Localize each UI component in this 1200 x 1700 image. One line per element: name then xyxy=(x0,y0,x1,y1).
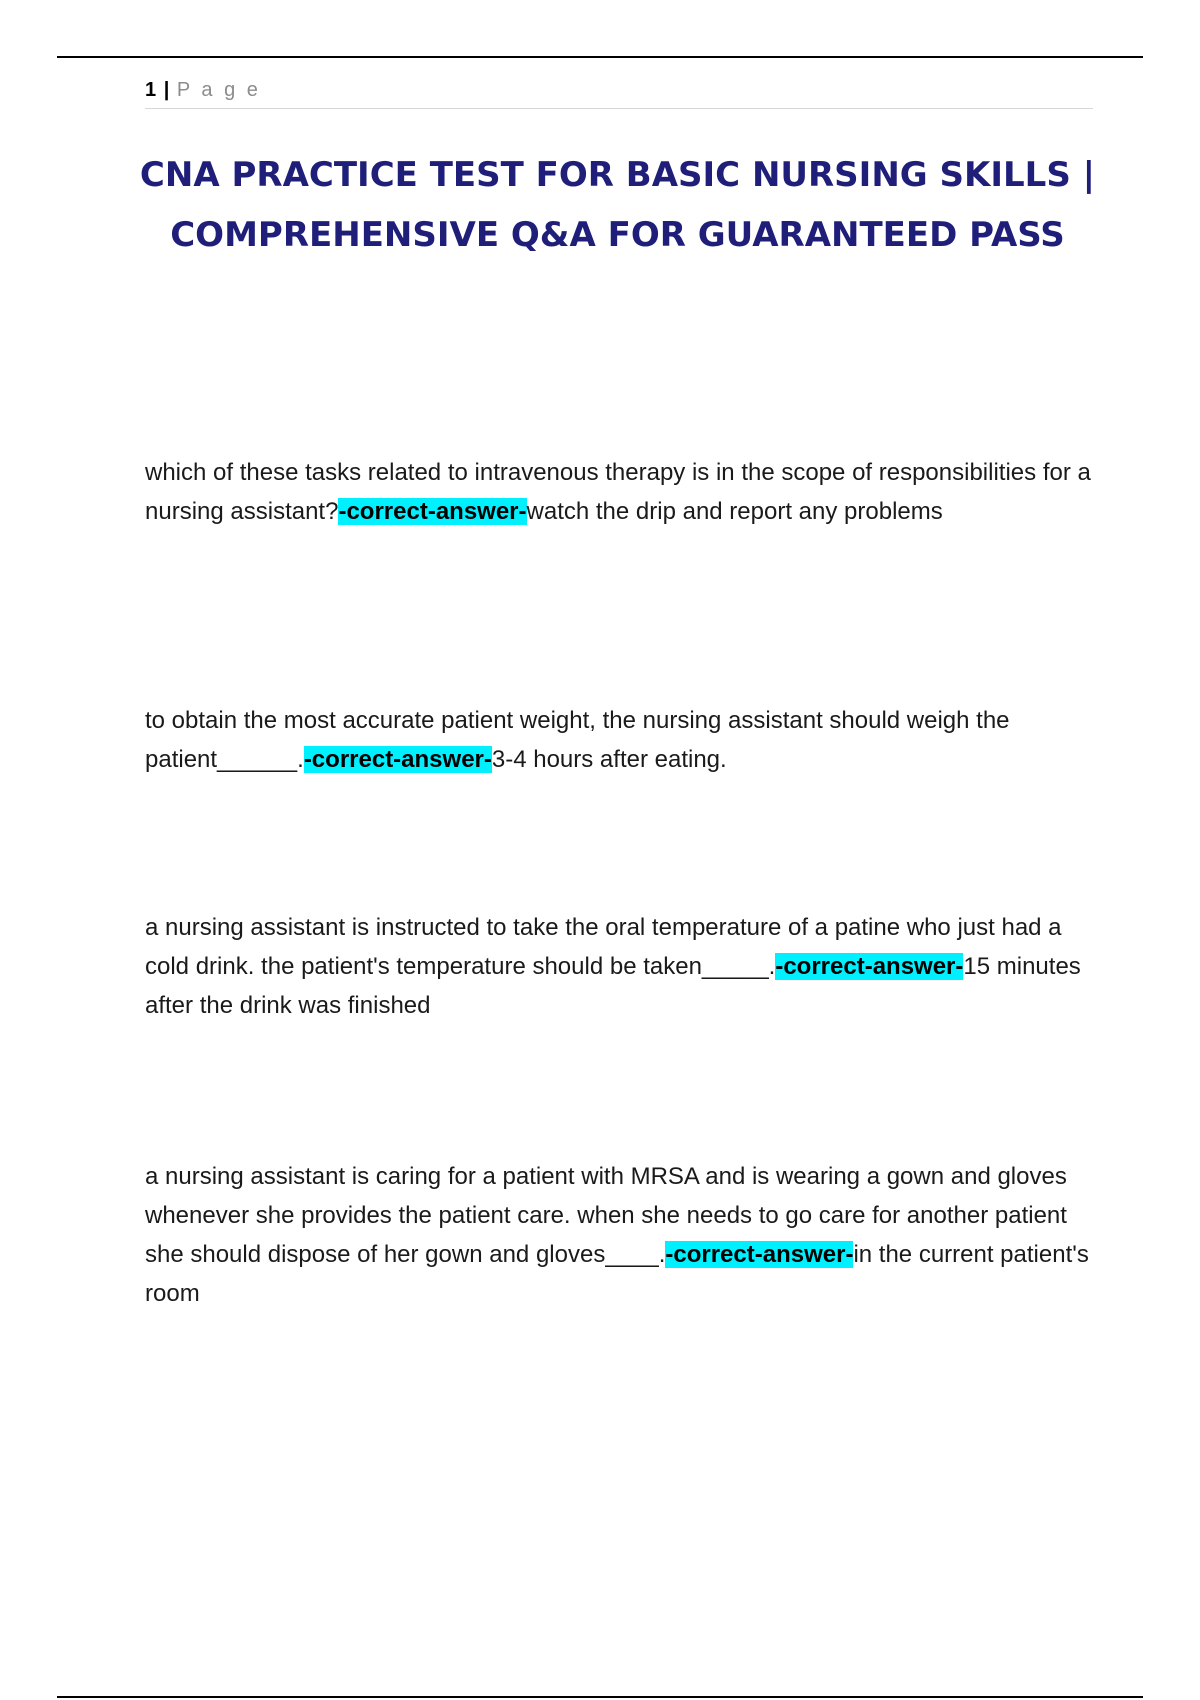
page-header xyxy=(145,76,1093,109)
page-separator: | xyxy=(163,79,170,101)
answer-text: 15 minutes after the drink was finished xyxy=(145,953,1081,1019)
correct-answer-tag: -correct-answer- xyxy=(338,498,527,525)
answer-text: watch the drip and report any problems xyxy=(526,498,943,525)
page-bottom-rule xyxy=(57,1696,1143,1698)
question-text: a nursing assistant is instructed to take the oral temperature of a patine who just had a cold drink. the patient's temperature should be taken_____. xyxy=(145,914,1062,980)
document-title: CNA PRACTICE TEST FOR BASIC NURSING SKILLS | COMPREHENSIVE Q&A FOR GUARANTEED PASS xyxy=(139,155,1096,255)
correct-answer-tag: -correct-answer- xyxy=(303,746,492,773)
question-text: a nursing assistant is caring for a patient with MRSA and is wearing a gown and gloves whenever she provides the patient care. when she needs to go care for another patient she should dispose of her gown and gloves____. xyxy=(145,1163,1067,1268)
correct-answer-tag: -correct-answer- xyxy=(665,1241,854,1268)
question-text: to obtain the most accurate patient weight, the nursing assistant should weigh the patient______. xyxy=(145,707,1010,773)
answer-text: 3-4 hours after eating. xyxy=(491,746,727,773)
qa-item xyxy=(145,1157,1095,1313)
question-text: which of these tasks related to intravenous therapy is in the scope of responsibilities for a nursing assistant? xyxy=(145,459,1091,525)
page-top-rule xyxy=(57,56,1143,58)
qa-item xyxy=(145,453,1095,531)
qa-item xyxy=(145,908,1095,1025)
page-label: P a g e xyxy=(176,79,261,101)
correct-answer-tag: -correct-answer- xyxy=(775,953,964,980)
answer-text: in the current patient's room xyxy=(145,1241,1089,1307)
qa-item xyxy=(145,701,1095,779)
page-number: 1 xyxy=(145,79,157,101)
